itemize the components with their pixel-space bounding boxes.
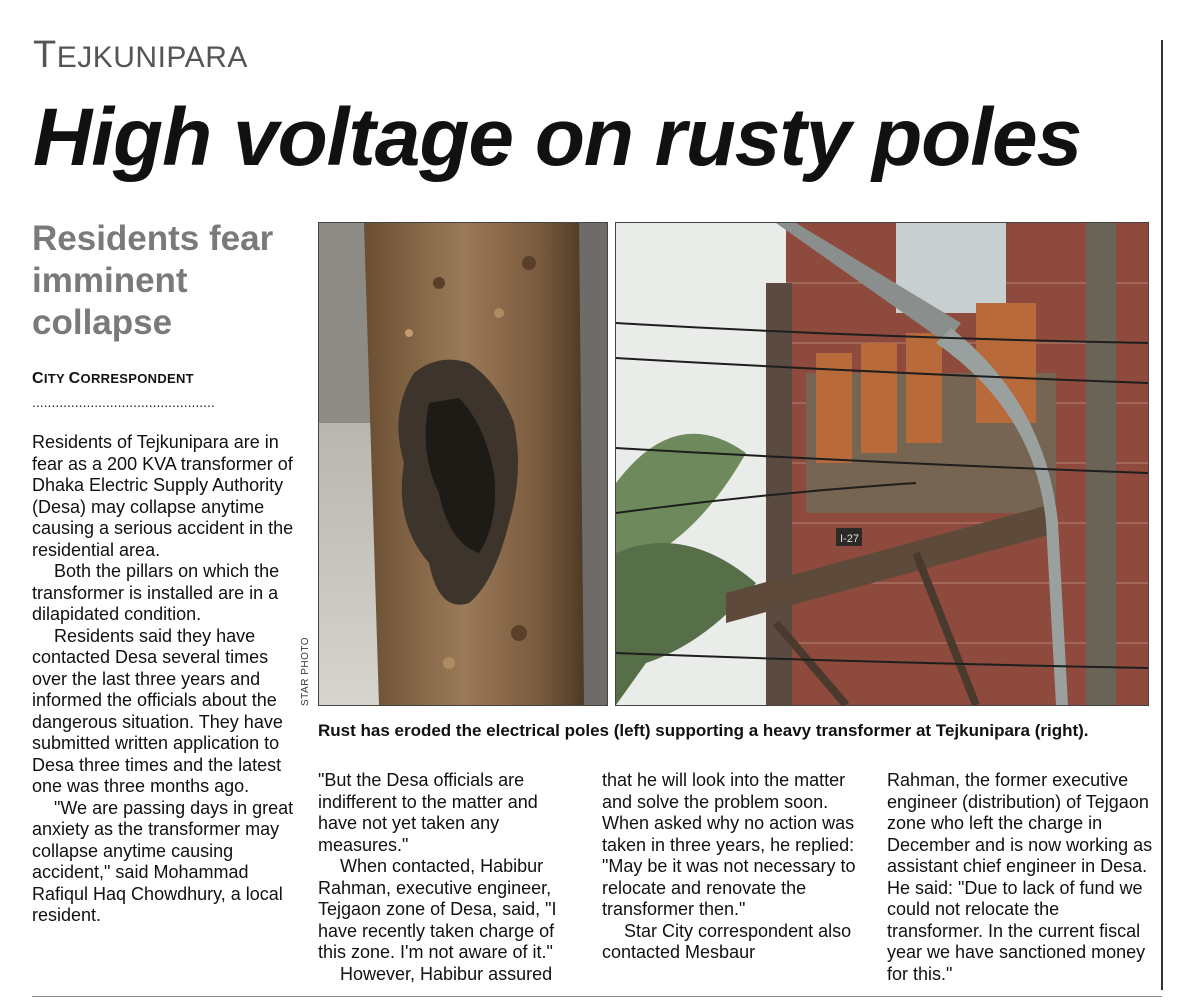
section-kicker: TEJKUNIPARA: [33, 34, 248, 76]
photo-transformer: [615, 222, 1149, 706]
paragraph: that he will look into the matter and solve the problem soon. When asked why no action was taken in three years, he replied: "May be it was not necessary to relocate and renovate the transformer then.": [602, 770, 856, 919]
subheadline: [32, 218, 302, 344]
article-column-3: [602, 770, 868, 964]
paragraph: Rahman, the former executive engineer (distribution) of Tejgaon zone who left the charge in December and is now working as assistant chief engineer in Desa. He said: "Due to lack of fund we could not relocate the transformer. In the current fiscal year we have sanctioned money for this.": [887, 770, 1153, 984]
paragraph: When contacted, Habibur Rahman, executive engineer, Tejgaon zone of Desa, said, "I have recently taken charge of this zone. I'm not aware of it.": [318, 856, 557, 962]
paragraph: However, Habibur assured: [340, 963, 553, 984]
pole-number-label: I-27: [840, 533, 859, 545]
photo-caption: Rust has eroded the electrical poles (left) supporting a heavy transformer at Tejkunipara (right).: [318, 721, 1089, 740]
photo-rusty-pole: [318, 222, 608, 706]
paragraph: Residents said they have contacted Desa several times over the last three years and informed the officials about the dangerous situation. They have submitted written application to Desa three times and the latest one was three months ago.: [32, 625, 283, 796]
photo-credit: STAR PHOTO: [300, 636, 311, 706]
bottom-rule: [32, 996, 1162, 997]
dotted-separator: ...............................................: [32, 394, 215, 410]
column-rule: [1161, 40, 1163, 990]
subheadline-line: collapse: [32, 303, 173, 342]
subheadline-line: Residents fear: [32, 219, 274, 258]
paragraph: Star City correspondent also contacted Mesbaur: [602, 920, 852, 962]
article-column-4: [887, 770, 1153, 985]
paragraph: Both the pillars on which the transformer is installed are in a dilapidated condition.: [32, 561, 280, 624]
paragraph: Residents of Tejkunipara are in fear as a 200 KVA transformer of Dhaka Electric Supply Authority (Desa) may collapse anytime causing a serious accident in the residential area.: [32, 432, 294, 560]
article-column-2: [318, 770, 580, 985]
article-column-1: [32, 432, 294, 927]
paragraph: "But the Desa officials are indifferent to the matter and have not yet taken any measures.": [318, 770, 538, 855]
subheadline-line: imminent: [32, 261, 188, 300]
byline: CITY CORRESPONDENT: [32, 370, 194, 387]
headline: High voltage on rusty poles: [33, 92, 1082, 183]
paragraph: "We are passing days in great anxiety as the transformer may collapse anytime causing accident," said Mohammad Rafiqul Haq Chowdhury, a local resident.: [32, 797, 294, 925]
